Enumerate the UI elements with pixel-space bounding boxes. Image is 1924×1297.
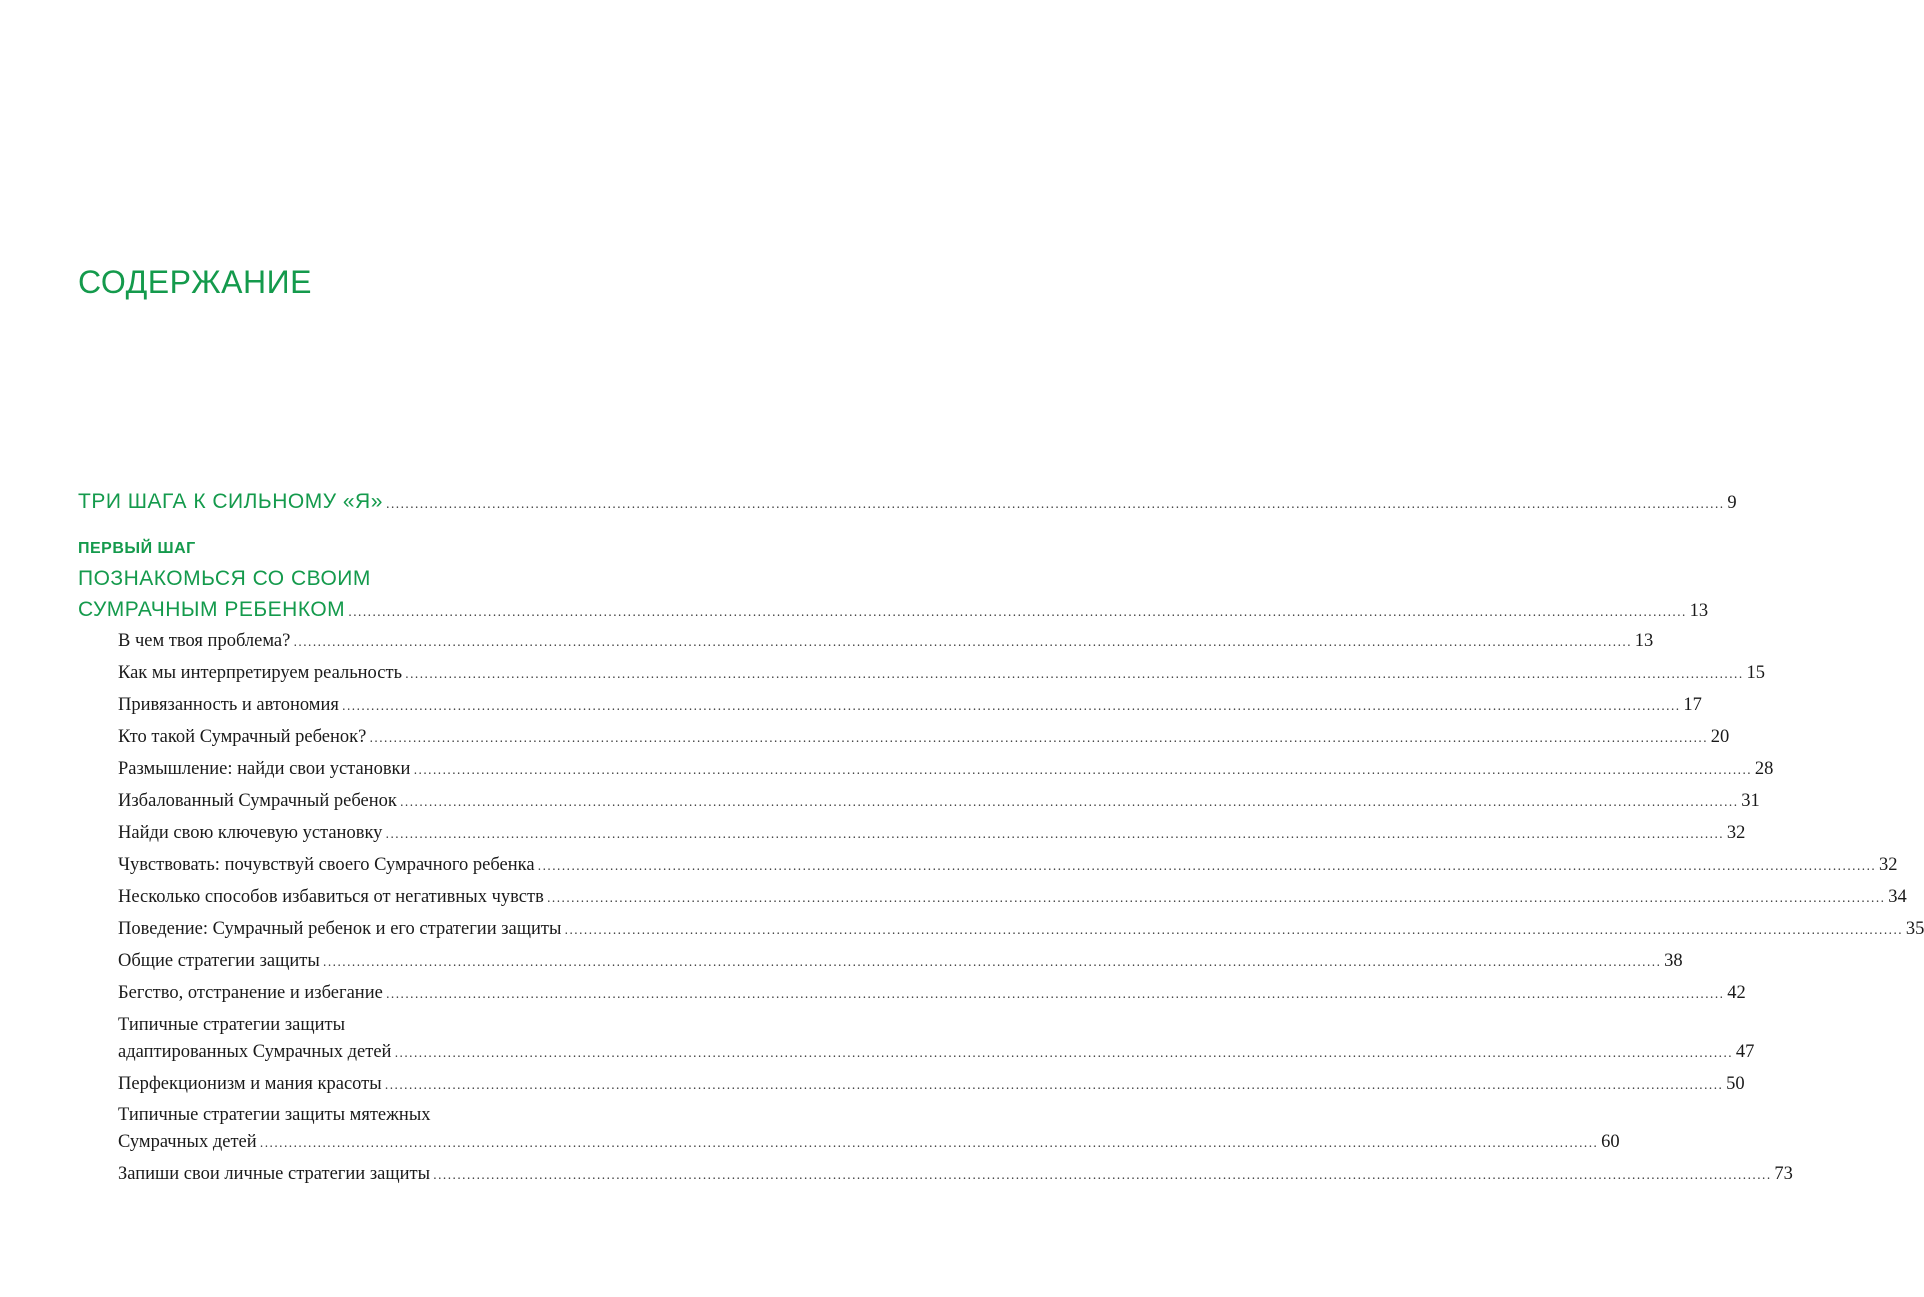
dot-leader: ...................................................................................................................................................................................................................................................................................... [259, 1136, 1599, 1150]
toc-entry-label: В чем твоя проблема? [118, 631, 291, 651]
dot-leader: ...................................................................................................................................................................................................................................................................................... [413, 763, 1752, 777]
step-heading-line2: СУМРАЧНЫМ РЕБЕНКОМ [78, 598, 346, 621]
toc-entry-label: Поведение: Сумрачный ребенок и его стратегии защиты [118, 919, 562, 939]
dot-leader: ...................................................................................................................................................................................................................................................................................... [394, 1046, 1733, 1060]
dot-leader: ...................................................................................................................................................................................................................................................................................... [385, 497, 1725, 511]
toc-entry-label: Привязанность и автономия [118, 695, 339, 715]
toc-page-number: 60 [1601, 1132, 1620, 1152]
page-title: СОДЕРЖАНИЕ [78, 264, 312, 300]
toc-entry-label: ТРИ ШАГА К СИЛЬНОМУ «Я» [78, 490, 383, 513]
toc-entry[interactable] [118, 951, 1683, 972]
toc-page-number: 13 [1634, 631, 1654, 651]
toc-entry[interactable] [118, 823, 1746, 844]
dot-leader: ...................................................................................................................................................................................................................................................................................... [385, 987, 1725, 1001]
toc-entry-label-line1: Типичные стратегии защиты [118, 1015, 346, 1035]
toc-entry-label: Найди свою ключевую установку [118, 823, 383, 843]
toc-entry-label: Запиши свои личные стратегии защиты [118, 1164, 430, 1184]
toc-page-number: 28 [1754, 759, 1774, 779]
toc-entry[interactable] [118, 1042, 1755, 1063]
toc-entry[interactable] [118, 983, 1746, 1004]
toc-page-number: 73 [1774, 1164, 1793, 1184]
toc-entry-label: Общие стратегии защиты [118, 951, 320, 971]
toc-entry-intro[interactable] [78, 490, 1737, 514]
dot-leader: ...................................................................................................................................................................................................................................................................................... [385, 827, 1724, 841]
toc-entry-label: Чувствовать: почувствуй своего Сумрачного ребенка [118, 855, 535, 875]
dot-leader: ...................................................................................................................................................................................................................................................................................... [537, 859, 1876, 873]
dot-leader: ...................................................................................................................................................................................................................................................................................... [369, 731, 1708, 745]
toc-entry[interactable] [118, 727, 1730, 748]
toc-page-number: 38 [1664, 951, 1683, 971]
toc-entry[interactable] [118, 791, 1760, 812]
toc-entry-label: Бегство, отстранение и избегание [118, 983, 383, 1003]
toc-entry-label: Кто такой Сумрачный ребенок? [118, 727, 367, 747]
toc-entry[interactable] [118, 887, 1907, 908]
toc-page-number: 32 [1878, 855, 1898, 875]
toc-page-number: 9 [1727, 493, 1737, 513]
toc-entry-label: адаптированных Сумрачных детей [118, 1042, 392, 1062]
toc-page-number: 35 [1905, 919, 1924, 939]
step-label: ПЕРВЫЙ ШАГ [78, 540, 196, 557]
toc-entry-label: Перфекционизм и мания красоты [118, 1074, 382, 1094]
toc-entry[interactable] [118, 1164, 1793, 1185]
dot-leader: ...................................................................................................................................................................................................................................................................................... [384, 1078, 1724, 1092]
dot-leader: ...................................................................................................................................................................................................................................................................................... [322, 955, 1662, 969]
toc-entry-label: Как мы интерпретируем реальность [118, 663, 403, 683]
toc-entry[interactable] [118, 695, 1702, 716]
toc-entry[interactable] [118, 631, 1654, 652]
toc-entry-step1[interactable] [78, 598, 1709, 622]
toc-entry[interactable] [118, 663, 1765, 684]
toc-entry-label: Несколько способов избавиться от негативных чувств [118, 887, 544, 907]
toc-entry-label: Размышление: найди свои установки [118, 759, 411, 779]
dot-leader: ...................................................................................................................................................................................................................................................................................... [405, 667, 1744, 681]
step-heading-line1: ПОЗНАКОМЬСЯ СО СВОИМ [78, 567, 371, 590]
dot-leader: ...................................................................................................................................................................................................................................................................................... [564, 923, 1903, 937]
toc-entry[interactable] [118, 855, 1898, 876]
toc-entry[interactable] [118, 919, 1924, 940]
dot-leader: ...................................................................................................................................................................................................................................................................................... [546, 891, 1886, 905]
toc-entry[interactable] [118, 759, 1774, 780]
toc-entry-label: Избалованный Сумрачный ребенок [118, 791, 397, 811]
toc-page-number: 20 [1710, 727, 1730, 747]
toc-page-number: 13 [1689, 601, 1709, 621]
toc-page-number: 15 [1746, 663, 1765, 683]
toc-page-number: 50 [1726, 1074, 1745, 1094]
toc-page-number: 32 [1726, 823, 1746, 843]
toc-entry-label-line1: Типичные стратегии защиты мятежных [118, 1105, 431, 1125]
dot-leader: ...................................................................................................................................................................................................................................................................................... [341, 699, 1681, 713]
toc-page-number: 31 [1741, 791, 1760, 811]
toc-page-number: 34 [1888, 887, 1907, 907]
toc-entry[interactable] [118, 1132, 1620, 1153]
dot-leader: ...................................................................................................................................................................................................................................................................................... [293, 635, 1632, 649]
dot-leader: ...................................................................................................................................................................................................................................................................................... [433, 1168, 1772, 1182]
toc-page-number: 42 [1727, 983, 1746, 1003]
toc-page-number: 17 [1683, 695, 1702, 715]
toc-entry-label: Сумрачных детей [118, 1132, 257, 1152]
toc-entry[interactable] [118, 1074, 1745, 1095]
dot-leader: ...................................................................................................................................................................................................................................................................................... [348, 605, 1687, 619]
dot-leader: ...................................................................................................................................................................................................................................................................................... [399, 795, 1739, 809]
toc-page-number: 47 [1735, 1042, 1755, 1062]
